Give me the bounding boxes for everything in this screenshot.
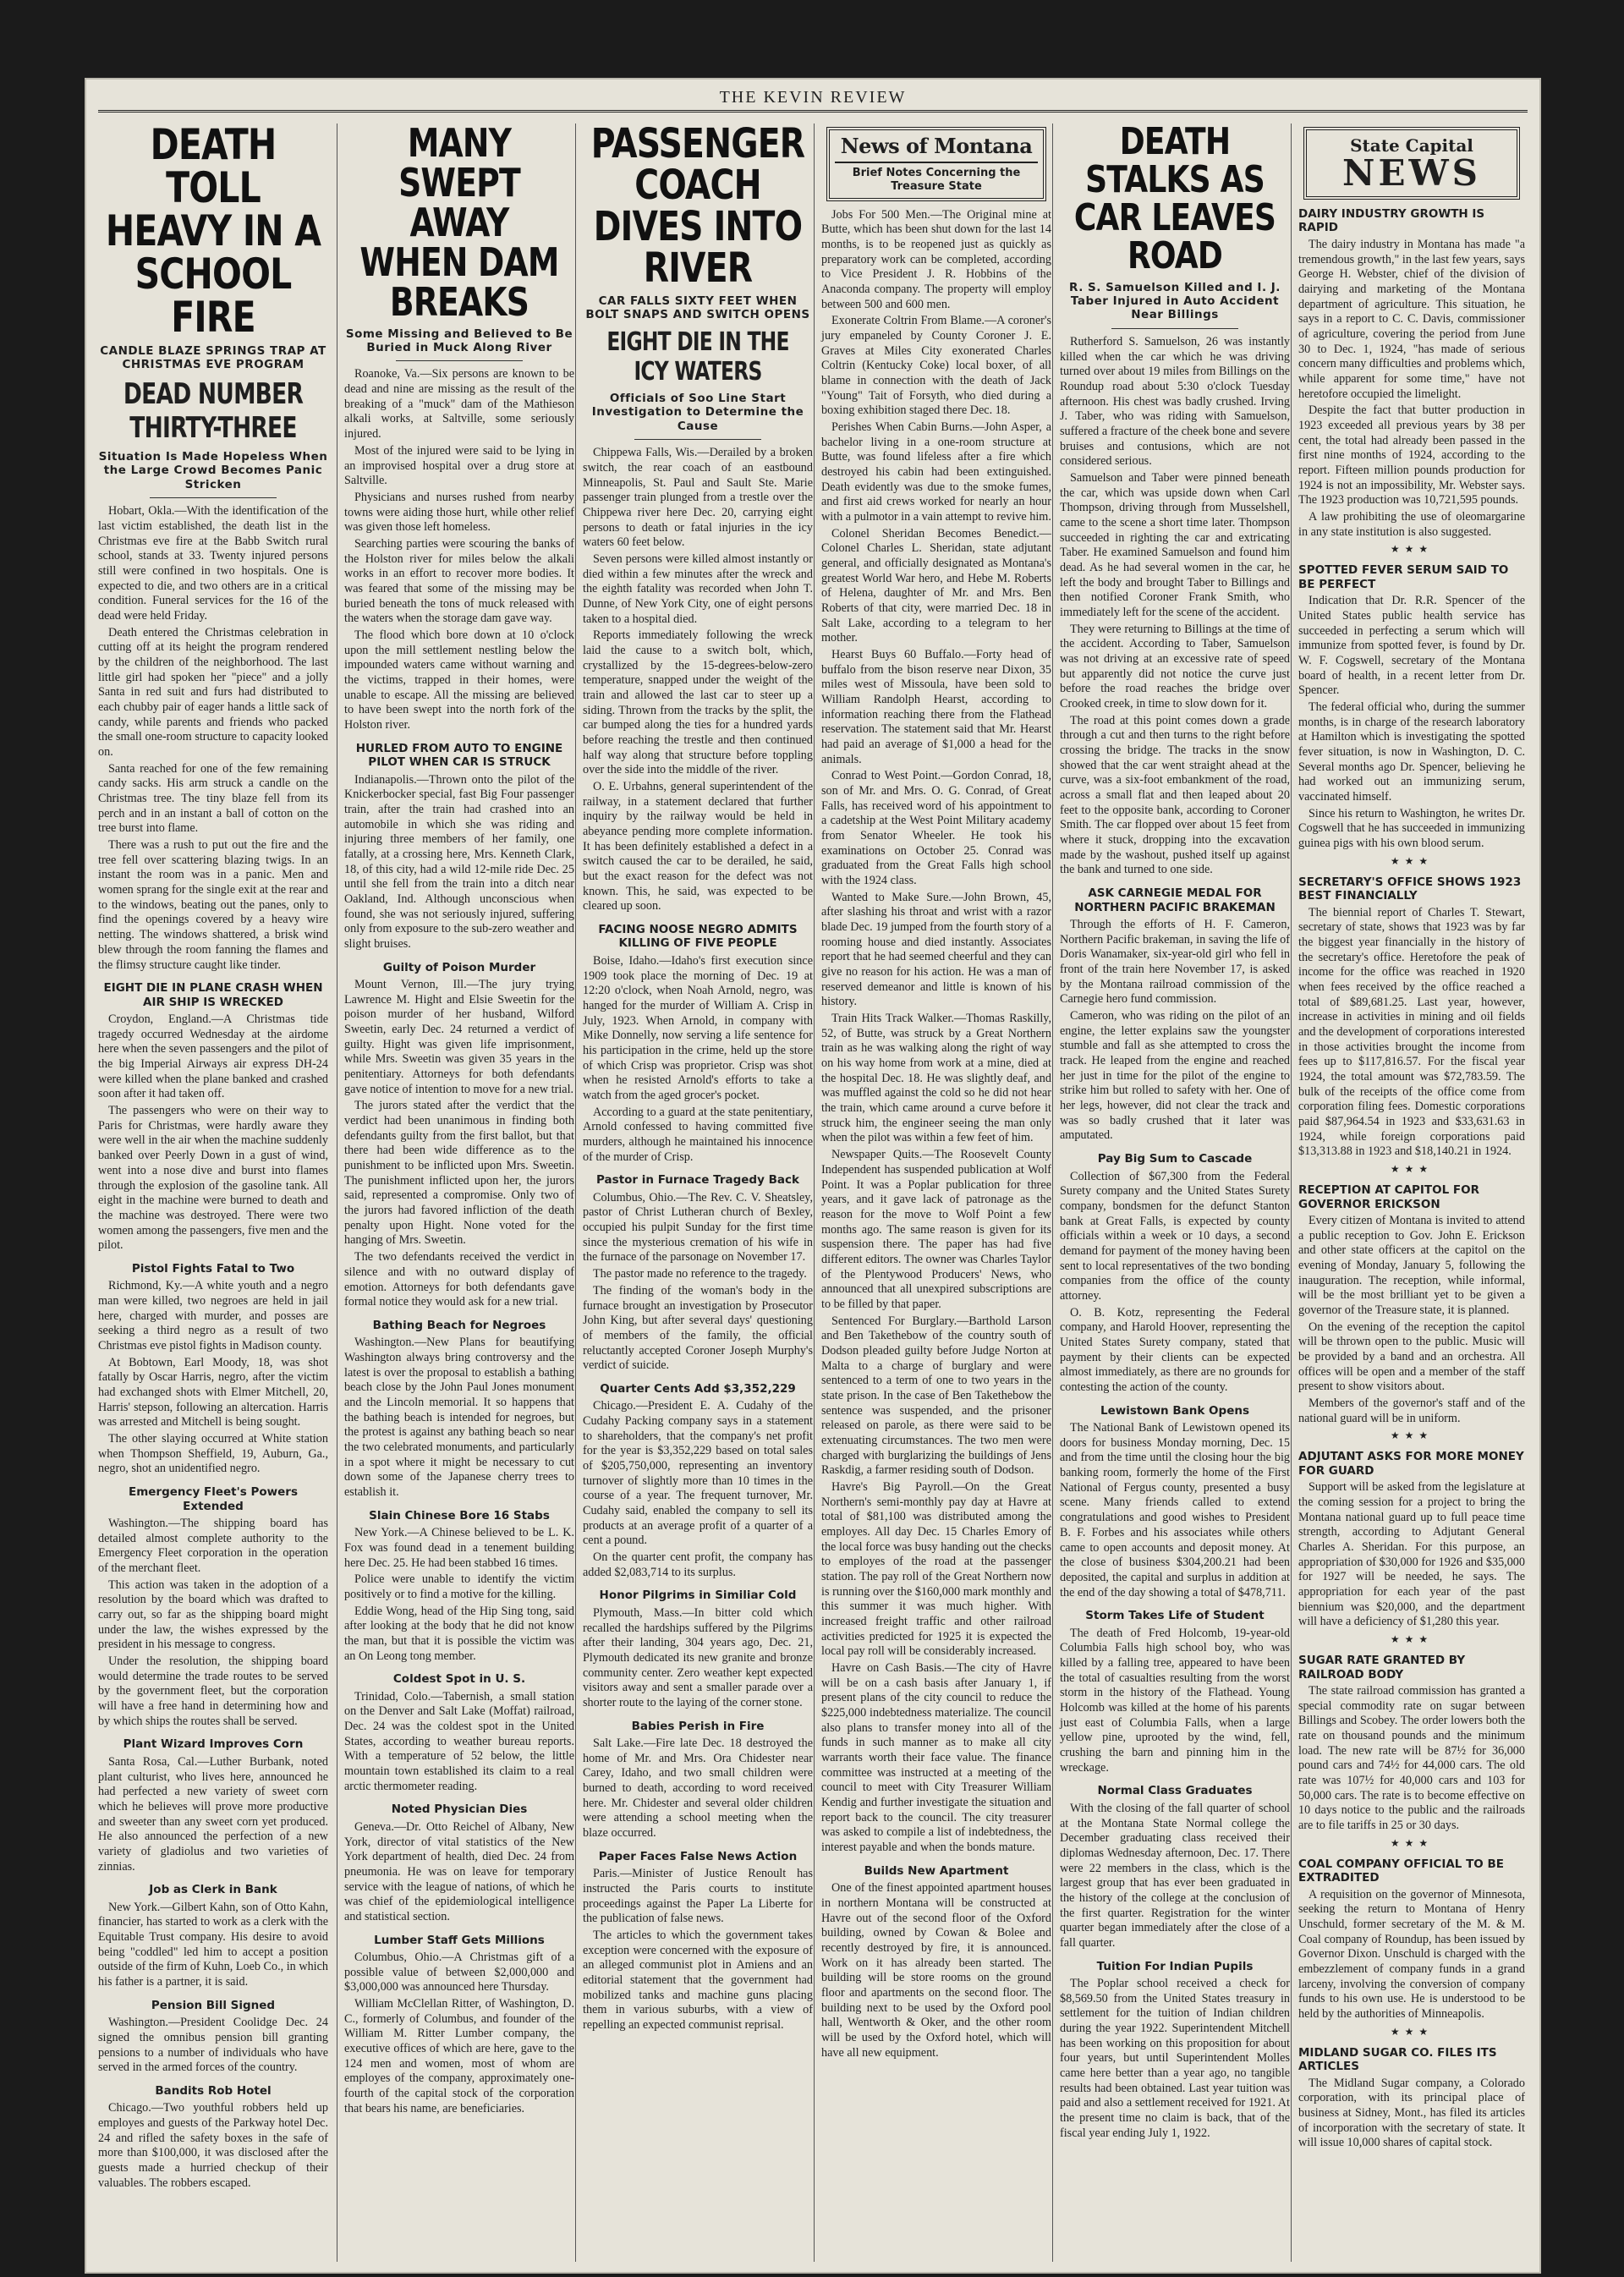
article-paragraph: New York.—A Chinese believed to be L. K. Fox was found dead in a tenement building here Dec. 25. He had been stabbed 16 times. <box>344 1526 574 1570</box>
article-paragraph: Salt Lake.—Fire late Dec. 18 destroyed the home of Mr. and Mrs. Ora Chidester near Carey, Idaho, and two small children were burned to death, according to word received here. Mr. Chidester and several older children were attending a school meeting when the blaze occurred. <box>583 1737 813 1841</box>
story-head: EIGHT DIE IN PLANE CRASH WHEN AIR SHIP IS WRECKED <box>103 981 323 1009</box>
deck-school-fire: CANDLE BLAZE SPRINGS TRAP AT CHRISTMAS EVE PROGRAM <box>100 344 326 372</box>
article-paragraph: Through the efforts of H. F. Cameron, Northern Pacific brakeman, in saving the life of Doris Wanamaker, six-year-old girl who fell in front of the train here November 17, is asked by the Montana railroad commission of the Carnegie hero fund commission. <box>1060 918 1290 1007</box>
deck2-school-fire: DEAD NUMBER THIRTY-THREE <box>123 376 304 445</box>
article-paragraph: Washington.—President Coolidge Dec. 24 signed the omnibus pension bill granting pensions to a number of individuals who have served in the armed forces of the country. <box>98 2016 328 2075</box>
article-paragraph: The two defendants received the verdict in silence and with no outward display of emotion. Attorneys for both defendants gave formal notice they would ask for a new trial. <box>344 1250 574 1309</box>
article-paragraph: At Bobtown, Earl Moody, 18, was shot fatally by Oscar Harris, negro, after the victim had exchanged shots with Elmer Mitchell, 20, Harris' stepson, following an altercation. Harris was arrested and Mitchell is being sought. <box>98 1355 328 1429</box>
article-paragraph: Richmond, Ky.—A white youth and a negro man were killed, two negroes are held in jail here, charged with murder, and posses are seeking a third negro as a result of two Christmas eve pistol fights in Madison county. <box>98 1279 328 1353</box>
article-paragraph: The National Bank of Lewistown opened its doors for business Monday morning, Dec. 15 and from the time until the closing hour the big banking room, formerly the home of the First National of Fergus county, presented a busy scene. Many friends called to extend congratulations and good wishes to President B. F. Forbes and his associates while others came to open accounts and deposit money. At the close of business $304,200.21 had been deposited, the capital and surplus in addition at the end of the day showing a total of $478,711. <box>1060 1421 1290 1599</box>
story-head: Lumber Staff Gets Millions <box>374 1933 545 1947</box>
story-head: Tuition For Indian Pupils <box>1096 1959 1254 1973</box>
newspaper-page <box>85 78 1541 2274</box>
deck2-passenger-coach: EIGHT DIE IN THE ICY WATERS <box>606 326 789 387</box>
story-head: SPOTTED FEVER SERUM SAID TO BE PERFECT <box>1298 563 1509 591</box>
star-separator: ★★★ <box>1390 543 1434 556</box>
article-paragraph: Santa reached for one of the few remaining candy sacks. His arm struck a candle on the Christmas tree. The tiny blaze fell from its perch and in an instant a ball of cotton on the tree burst into flame. <box>98 761 328 836</box>
column-4 <box>814 123 1055 2262</box>
divider <box>150 497 277 498</box>
story-head: Honor Pilgrims in Similiar Cold <box>599 1588 797 1603</box>
story-head: SECRETARY'S OFFICE SHOWS 1923 BEST FINANCIALLY <box>1298 875 1522 903</box>
masthead: THE KEVIN REVIEW <box>98 88 1528 112</box>
article-paragraph: Reports immediately following the wreck laid the cause to a switch bolt, which, crystallized by the 15-degrees-below-zero temperature, snapped under the weight of the train and allowed the last car to steer up a siding. Thrown from the tracks by the split, the car bumped along the ties for a hundred yards before reaching the trestle and then continued half way along that structure before toppling over the side into the middle of the river. <box>583 628 813 777</box>
article-paragraph: Death entered the Christmas celebration in cutting off at its height the program rendered by the children of the neighborhood. The last little girl had spoken her "piece" and a jolly Santa in red suit and furs had distributed to each chubby pair of eager hands a little sack of candy, while parents and friends who packed the small one-room structure to capacity looked on. <box>98 625 328 760</box>
story-head: SUGAR RATE GRANTED BY RAILROAD BODY <box>1298 1654 1466 1682</box>
article-paragraph: Searching parties were scouring the banks of the Holston river for miles below the alkali works in an effort to recover more bodies. It was feared that some of the missing may be buried beneath the tons of muck released with the waters when the storage dam gave way. <box>344 536 574 626</box>
deck3-school-fire: Situation Is Made Hopeless When the Large Crowd Becomes Panic Stricken <box>98 449 328 491</box>
article-paragraph: The other slaying occurred at White station when Thompson Sheffield, 19, Auburn, Ga., negro, shot an unidentified negro. <box>98 1432 328 1476</box>
article-paragraph: A law prohibiting the use of oleomargarine in any state institution is also suggested. <box>1298 510 1525 539</box>
story-head: Storm Takes Life of Student <box>1085 1609 1265 1623</box>
article-paragraph: The dairy industry in Montana has made "a tremendous growth," in the last few years, says George H. Webster, chief of the division of dairying and marketing of the Montana department of agriculture. This situation, he says in a report to C. C. Davis, commissioner of agriculture, covering the period from June 30 to Dec. 1, 1924, "has made of serious concern many difficulties and problems which, while apparent for some time," have not heretofore occupied the limelight. <box>1298 237 1525 401</box>
article-paragraph: Samuelson and Taber were pinned beneath the car, which was upside down when Carl Thompson, driving through from Musselshell, came to the scene a short time later. Thompson succeeded in righting the car and extricating Taber. He examined Samuelson and found him dead. As he had several women in the car, he left the body and brought Taber to Billings and then notified Coroner Frank Smith, who immediately left for the scene of the accident. <box>1060 470 1290 619</box>
story-head: Quarter Cents Add $3,352,229 <box>600 1381 796 1396</box>
story-head: Pension Bill Signed <box>151 1998 276 2012</box>
article-paragraph: The finding of the woman's body in the furnace brought an investigation by Prosecutor John King, but after several days' questioning of members of the family, the official reluctantly accepted Coroner Joseph Murphy's verdict of suicide. <box>583 1283 813 1373</box>
article-paragraph: The Poplar school received a check for $8,569.50 from the United States treasury in settlement for the tuition of Indian children during the year 1922. Superintendent Mitchell has been working on this proposition for about four years, but until Superintendent Molles came here better than a year ago, no tangible results had been obtained. Last year tuition was paid and also a settlement received for 1921. At the present time no claim is back, that of the fiscal year ending July 1, 1922. <box>1060 1977 1290 2140</box>
article-paragraph: Collection of $67,300 from the Federal Surety company and the United States Surety company, bondsmen for the defunct Stanton bank at Great Falls, is expected by county officials within a week or 10 days, a second demand for payment of the money having been sent to local representatives of the two bonding companies from the office of the county attorney. <box>1060 1169 1290 1303</box>
article-paragraph: Jobs For 500 Men.—The Original mine at Butte, which has been shut down for the last 14 months, is to be reopened just as quickly as preparatory work can be completed, according to Vice President J. R. Hobbins of the Anaconda company. The property will employ between 500 and 600 men. <box>821 207 1051 311</box>
deck-passenger-coach: CAR FALLS SIXTY FEET WHEN BOLT SNAPS AND SWITCH OPENS <box>585 294 810 322</box>
article-paragraph: Police were unable to identify the victim positively or to find a motive for the killing. <box>344 1572 574 1601</box>
article-paragraph: Perishes When Cabin Burns.—John Asper, a bachelor living in a one-room structure at Butte, was found lifeless after a fire which destroyed his cabin had been extinguished. Death evidently was due to the smoke fumes, and first aid crews worked for nearly an hour with a pulmotor in a vain attempt to revive him. <box>821 420 1051 524</box>
article-paragraph: The Midland Sugar company, a Colorado corporation, with its principal place of business at Sidney, Mont., has filed its articles of incorporation with the secretary of state. It will issue 10,000 shares of capital stock. <box>1298 2076 1525 2150</box>
article-paragraph: The road at this point comes down a grade through a cut and then turns to the right before crossing the bridge. The tracks in the snow showed that the car went straight ahead at the curve, was a six-foot embankment of the road, across a small flat and then leaped about 20 feet to the opposite bank, according to Coroner Smith. The car flopped over about 15 feet from where it stuck, dropping into the excavation made by the washout, pushed itself up against the bank and turned to one side. <box>1060 713 1290 877</box>
news-of-montana-subtitle: Brief Notes Concerning the Treasure State <box>852 167 1021 194</box>
article-paragraph: Conrad to West Point.—Gordon Conrad, 18, son of Mr. and Mrs. O. G. Conrad, of Great Falls, has received word of his appointment to a cadetship at the West Point Military academy from Senator Wheeler. He took his examinations on October 25. Conrad was graduated from the Great Falls high school with the 1924 class. <box>821 769 1051 888</box>
state-capital-news-label: NEWS <box>1342 152 1481 194</box>
story-head: Normal Class Graduates <box>1097 1784 1253 1798</box>
story-head: Plant Wizard Improves Corn <box>123 1737 304 1752</box>
article-paragraph: The state railroad commission has granted a special commodity rate on sugar between Billings and Scobey. The order lowers both the rate on thousand pounds and the minimum load. The new rate will be 87½ for 36,000 pound cars and 74½ for 44,000 cars. The old rate was 107½ for 40,000 cars and 103 for 50,000 cars. The rate is to become effective on 10 days notice to the public and the railroads are to file tariffs in 25 or 30 days. <box>1298 1684 1525 1833</box>
story-head: COAL COMPANY OFFICIAL TO BE EXTRADITED <box>1298 1857 1504 1885</box>
story-head: Pay Big Sum to Cascade <box>1097 1152 1253 1166</box>
article-paragraph: Croydon, England.—A Christmas tide tragedy occurred Wednesday at the airdome here when the seven passengers and the pilot of the big Imperial Airways air express DH-24 were killed when the plane banked and crashed soon after it had taken off. <box>98 1012 328 1101</box>
article-paragraph: Colonel Sheridan Becomes Benedict.—Colonel Charles L. Sheridan, state adjutant general, and officially designated as Montana's greatest World War hero, and Hebe M. Roberts of Helena, daughter of Mr. and Mrs. Ben Roberts of that city, were married Dec. 18 in Salt Lake, according to a telegram to her mother. <box>821 526 1051 645</box>
article-paragraph: Havre's Big Payroll.—On the Great Northern's semi-monthly pay day at Havre at total of $81,100 was distributed among the employes. All day Dec. 15 Charles Emory of the local force was busy handing out the checks to employes of the road at the passenger station. The pay roll of the Great Northern now is running over the $160,000 mark monthly and this summer it was much higher. With increased freight traffic and other railroad activities predicted for 1925 it is expected the local pay roll will be considerably increased. <box>821 1479 1051 1659</box>
article-paragraph: Santa Rosa, Cal.—Luther Burbank, noted plant culturist, who lives here, announced he had perfected a new variety of sweet corn which he believes will prove more productive and sweeter than any sweet corn yet produced. He also announced the perfection of a new variety of gladiolus and two varieties of zinnias. <box>98 1754 328 1874</box>
article-paragraph: They were returning to Billings at the time of the accident. According to Taber, Samuelson was not driving at an excessive rate of speed but apparently did not notice the curve just before the road reaches the bridge over Crooked creek, in time to slow down for it. <box>1060 622 1290 711</box>
article-paragraph: Roanoke, Va.—Six persons are known to be dead and nine are missing as the result of the breaking of a "muck" dam of the Mathieson alkali works, at Saltville, some seriously injured. <box>344 367 574 442</box>
divider <box>396 360 523 361</box>
story-head: RECEPTION AT CAPITOL FOR GOVERNOR ERICKSON <box>1298 1183 1480 1211</box>
story-head: Pistol Fights Fatal to Two <box>131 1261 295 1276</box>
star-separator: ★★★ <box>1390 854 1434 867</box>
news-of-montana-box <box>826 127 1046 201</box>
article-paragraph: Chicago.—Two youthful robbers held up employes and guests of the Parkway hotel Dec. 24 and rifled the safety boxes in the safe of more than $100,000, it was disclosed after the guests made a hurried checkup of their valuables. The robbers escaped. <box>98 2101 328 2190</box>
article-paragraph: Indication that Dr. R.R. Spencer of the United States public health service has succeeded in perfecting a serum which will immunize from spotted fever, is found by Dr. W. F. Cogswell, secretary of the Montana board of health, in a recent letter from Dr. Spencer. <box>1298 594 1525 698</box>
star-separator: ★★★ <box>1390 1163 1434 1176</box>
article-paragraph: One of the finest appointed apartment houses in northern Montana will be constructed at Havre out of the second floor of the Oxford building, owned by Cowan & Bolee and recently destroyed by fire, it is announced. Work on it has already been started. The building will be store rooms on the ground floor and apartments on the second floor. The building next to be used by the Oxford pool hall, Wentworth & Oker, and the other room will be used by the Oxford hotel, which will have all new equipment. <box>821 1881 1051 2060</box>
story-head: Builds New Apartment <box>864 1863 1009 1878</box>
column-5 <box>1052 123 1293 2262</box>
story-head: Noted Physician Dies <box>391 1802 528 1817</box>
column-3 <box>575 123 816 2262</box>
deck3-passenger-coach: Officials of Soo Line Start Investigation to Determine the Cause <box>591 391 804 433</box>
article-paragraph: A requisition on the governor of Minnesota, seeking the return to Montana of Henry Unschuld, former secretary of the M. & M. Coal company of Roundup, has been issued by Governor Dixon. Unschuld is charged with the embezzlement of company funds in a grand larceny, involving the conversion of company funds to his own use. He is understood to be held by the authorities of Minneapolis. <box>1298 1887 1525 2022</box>
article-paragraph: Sentenced For Burglary.—Barthold Larson and Ben Takethebow of the country south of Dodson pleaded guilty before Judge Norton at Malta to a charge of burglary and were sentenced to a term of one to two years in the state prison. In the case of Ben Takethebow the sentence was suspended, and the prisoner released on parole, as there were said to be extenuating circumstances. The two men were charged with burglarizing the buildings of Jens Raskdig, a farmer residing south of Dodson. <box>821 1314 1051 1478</box>
state-capital-news-box <box>1303 127 1520 200</box>
article-paragraph: According to a guard at the state penitentiary, Arnold confessed to having committed five murders, although he maintained his innocence of the murder of Crisp. <box>583 1105 813 1164</box>
article-paragraph: Train Hits Track Walker.—Thomas Raskilly, 52, of Butte, was struck by a Great Northern train as he was walking along the right of way on his way home from work at a mine, died at the hospital Dec. 18. He was slightly deaf, and was muffled against the cold so he did not hear the train, which came around a curve before it struck him, the engineer seeing the man only when the pilot was within a few feet of him. <box>821 1012 1051 1145</box>
deck-car-leaves-road: R. S. Samuelson Killed and I. J. Taber Injured in Auto Accident Near Billings <box>1069 280 1281 322</box>
article-paragraph: Wanted to Make Sure.—John Brown, 45, after slashing his throat and wrist with a razor blade Dec. 19 jumped from the fourth story of a rooming house and died instantly. Associates report that he had seemed cheerful and they can give no reason for his action. He was a man of reserved demeanor and little is known of his history. <box>821 890 1051 1009</box>
divider <box>634 439 761 440</box>
article-paragraph: This action was taken in the adoption of a resolution by the board which was drafted to carry out, so far as the shipping board might under the law, the wishes expressed by the president in his message to congress. <box>98 1577 328 1652</box>
article-paragraph: Physicians and nurses rushed from nearby towns were aiding those hurt, while other relief was given those left homeless. <box>344 490 574 535</box>
article-paragraph: Every citizen of Montana is invited to attend a public reception to Gov. John E. Erickson and other state officers at the capitol on the evening of Monday, January 5, following the inauguration. The reception, while informal, will be the most brilliant yet to be given a governor of the Treasure state, it is planned. <box>1298 1214 1525 1318</box>
article-paragraph: Despite the fact that butter production in 1923 exceeded all previous years by 38 per cent, the total had already been passed in the first nine months of 1924, according to the report. Fifteen million pounds production for 1924 is not an impossibility, Mr. Webster says. The 1923 production was 10,721,595 pounds. <box>1298 403 1525 508</box>
article-paragraph: Support will be asked from the legislature at the coming session for a project to bring the Montana national guard up to full peace time strength, according to Adjutant General Charles A. Sheridan. For this purpose, an appropriation of $30,000 for 1926 and $35,000 for 1927 will be needed, he says. The appropriation for each year of the past biennium was $20,000, and the department will have a deficiency of $1,280 this year. <box>1298 1480 1525 1629</box>
article-paragraph: Eddie Wong, head of the Hip Sing tong, said after looking at the body that he did not know the man, but that it is possible the victim was an On Leong tong member. <box>344 1604 574 1663</box>
article-paragraph: William McClellan Ritter, of Washington, D. C., formerly of Columbus, and founder of the William M. Ritter Lumber company, the executive offices of which are here, gave to the 124 men and women, most of whom are employes of the company, approximately one-fourth of the capital stock of the corporation that bears his name, are beneficiaries. <box>344 1997 574 2115</box>
article-paragraph: Boise, Idaho.—Idaho's first execution since 1909 took place the morning of Dec. 19 at 12:20 o'clock, when Noah Arnold, negro, was hanged for the murder of William A. Crisp in July, 1923. When Arnold, in company with Mike Donnelly, now serving a life sentence for his participation in the crime, held up the store of which Crisp was proprietor. Crisp was shot when he resisted Arnold's efforts to take a watch from the aged grocer's pocket. <box>583 953 813 1102</box>
article-paragraph: The passengers who were on their way to Paris for Christmas, were hardly aware they were well in the air when the machine suddenly banked over Peerly Down in a gust of wind, went into a nose dive and burst into flames through the explosion of the gasoline tank. All eight in the machine were burned to death and the machine was destroyed. There were two women among the passengers, five men and the pilot. <box>98 1104 328 1253</box>
column-6 <box>1291 123 1525 2262</box>
article-paragraph: On the quarter cent profit, the company has added $2,083,714 to its surplus. <box>583 1550 813 1579</box>
story-head: Emergency Fleet's Powers Extended <box>128 1485 298 1513</box>
article-paragraph: Columbus, Ohio.—The Rev. C. V. Sheatsley, pastor of Christ Lutheran church of Bexley, occupied his pulpit Sunday for the first time since the mysterious cremation of his wife in the furnace of the parsonage on November 17. <box>583 1190 813 1265</box>
story-head: FACING NOOSE NEGRO ADMITS KILLING OF FIVE PEOPLE <box>598 922 798 951</box>
story-head: Job as Clerk in Bank <box>149 1883 277 1897</box>
article-paragraph: The death of Fred Holcomb, 19-year-old Columbia Falls high school boy, who was killed by a falling tree, appeared to have been the total of casualties resulting from the worst storm in the history of the Flathead. Young Holcomb was killed at the home of his parents just east of Columbia Falls, when a large yellow pine, uprooted by the wind, fell, crushing the barn and pinning him in the wreckage. <box>1060 1626 1290 1775</box>
deck-dam-breaks: Some Missing and Believed to Be Buried in Muck Along River <box>345 326 573 354</box>
column-2 <box>337 123 578 2262</box>
story-head: Lewistown Bank Opens <box>1100 1403 1250 1418</box>
column-1 <box>98 123 335 2262</box>
story-head: MIDLAND SUGAR CO. FILES ITS ARTICLES <box>1298 2045 1497 2074</box>
article-paragraph: Newspaper Quits.—The Roosevelt County Independent has suspended publication at Wolf Point. It was a Poplar publication for three years, and it gave lack of patronage as the reason for the move to Wolf Point a few months ago. The same reason is given for its suspension there. The paper has had five different editors. The owner was Charles Taylor of the Plentywood Producers' News, who announced that all unexpired subscriptions are to be filled by that paper. <box>821 1148 1051 1311</box>
article-paragraph: Indianapolis.—Thrown onto the pilot of the Knickerbocker special, fast Big Four passenger train, after the train had crashed into an automobile in which she was riding and injuring three members of her family, one fatally, at a crossing here, Mrs. Kenneth Clark, 18, of this city, had a wild 12-mile ride Dec. 25 until she fell from the train into a ditch near Oakland, Ind. Although unconscious when found, she was not seriously injured, suffering only from exposure to the sub-zero weather and slight bruises. <box>344 772 574 951</box>
article-paragraph: Plymouth, Mass.—In bitter cold which recalled the hardships suffered by the Pilgrims after their landing, 304 years ago, Dec. 21, Plymouth dedicated its new granite and bronze community center. Zero weather kept expected visitors away and sent a smaller parade over a shorter route to the laying of the corner stone. <box>583 1605 813 1709</box>
article-paragraph: Columbus, Ohio.—A Christmas gift of a possible value of between $2,000,000 and $3,000,000 was announced here Thursday. <box>344 1951 574 1994</box>
star-separator: ★★★ <box>1390 1429 1434 1442</box>
article-paragraph: The federal official who, during the summer months, is in charge of the research laboratory at Hamilton which is investigating the spotted fever situation, is now in Washington, D. C. Several months ago Dr. Spencer, believing he had worked out an immunizing serum, vaccinated himself. <box>1298 700 1525 804</box>
article-paragraph: The flood which bore down at 10 o'clock upon the mill settlement nestling below the impounded waters came without warning and the victims, trapped in their homes, were unable to escape. All the missing are believed to have been swept into the north fork of the Holston river. <box>344 628 574 732</box>
article-paragraph: Exonerate Coltrin From Blame.—A coroner's jury empaneled by County Coroner J. E. Graves at Miles City exonerated Charles Coltrin (Kentucky Coke) local boxer, of all blame in connection with the death of Jack "Young" Tait of Forsyth, who died during a boxing exhibition staged there Dec. 18. <box>821 314 1051 418</box>
article-paragraph: Under the resolution, the shipping board would determine the trade routes to be served by the government fleet, but the corporation will have a free hand in determining how and by which ships the routes shall be served. <box>98 1654 328 1728</box>
article-paragraph: O. E. Urbahns, general superintendent of the railway, in a statement declared that further inquiry by the railway would be held in abeyance pending more complete information. It has been definitely established a defect in a switch caused the car to be derailed, he said, but the exact reason for the defect was not known. This, he said, was expected to be cleared up soon. <box>583 779 813 914</box>
article-paragraph: With the closing of the fall quarter of school at the Montana State Normal college the December graduating class received their diplomas Wednesday afternoon, Dec. 17. There were 22 members in the class, which is the largest group that has ever been graduated in the history of the college at the conclusion of the first quarter. Registration for the winter quarter began immediately after the close of a fall quarter. <box>1060 1801 1290 1950</box>
article-paragraph: O. B. Kotz, representing the Federal company, and Harold Hoover, representing the United States Surety company, stated that payment by their clients can be expected almost immediately, as there are no grounds for contesting the action of the county. <box>1060 1305 1290 1394</box>
story-head: Guilty of Poison Murder <box>382 960 536 974</box>
article-paragraph: The pastor made no reference to the tragedy. <box>593 1267 807 1281</box>
article-paragraph: Chippewa Falls, Wis.—Derailed by a broken switch, the rear coach of an eastbound Minneapolis, St. Paul and Sault Ste. Marie passenger train plunged from a trestle over the Chippewa river here Dec. 20, carrying eight persons to death or fatal injuries in the icy waters 60 feet below. <box>583 446 813 550</box>
star-separator: ★★★ <box>1390 1836 1434 1849</box>
article-paragraph: Trinidad, Colo.—Tabernish, a small station on the Denver and Salt Lake (Moffat) railroad, Dec. 24 was the coldest spot in the United States, according to weather bureau reports. With a temperature of 52 below, the little mountain town established its claim to a real arctic thermometer reading. <box>344 1689 574 1793</box>
article-paragraph: Geneva.—Dr. Otto Reichel of Albany, New York, director of vital statistics of the New York department of health, died Dec. 24 from pneumonia. He was on leave for temporary service with the league of nations, of which he was chief of the epidemiological intelligence and statistical section. <box>344 1819 574 1923</box>
article-paragraph: The biennial report of Charles T. Stewart, secretary of state, shows that 1923 was by far the biggest year financially in the history of the secretary's office. Heretofore the peak of income for the office was reached in 1920 when fees received by the office reached a total of $89,681.25. Last year, however, increase in activities in mining and oil fields and the development of corporations interested in those activities brought the income from fees up to $117,816.57. For the fiscal year 1924, the total amount was $72,783.59. The bulk of the receipts of the office come from corporation filing fees. Domestic corporations paid $87,964.54 in 1923 and $33,631.63 in 1924, while foreign corporations paid $13,313.88 in 1923 and $18,140.21 in 1924. <box>1298 905 1525 1159</box>
article-paragraph: Most of the injured were said to be lying in an improvised hospital over a drug store at Saltville. <box>344 443 574 488</box>
article-paragraph: New York.—Gilbert Kahn, son of Otto Kahn, financier, has started to work as a clerk with the Equitable Trust company. His desire to avoid being "coddled" led him to accept a position outside of the firm of Kuhn, Loeb Co., in which his father is a partner, it is said. <box>98 1900 328 1989</box>
article-paragraph: The articles to which the government takes exception were concerned with the exposure of an alleged communist plot in Amiens and an editorial statement that the government had mobilized tanks and machine guns placing them in various suburbs, with a view of repelling an expected communist reprisal. <box>583 1928 813 2032</box>
article-paragraph: Chicago.—President E. A. Cudahy of the Cudahy Packing company says in a statement to shareholders, that the company's net profit for the year is $3,352,229 based on total sales of $205,750,000, representing an inventory turnover of slightly more than 10 times in the course of a year. The frequent turnover, Mr. Cudahy said, enabled the company to sell its products at an average profit of a quarter of a cent a pound. <box>583 1399 813 1548</box>
article-paragraph: Rutherford S. Samuelson, 26 was instantly killed when the car which he was driving turned over about 19 miles from Billings on the Roundup road about 5:30 o'clock Tuesday afternoon. His chest was badly crushed. Irving J. Taber, who was riding with Samuelson, suffered a fracture of the cheek bone and severe bruises and contusions, which are not considered serious. <box>1060 334 1290 469</box>
headline-dam-breaks: MANY SWEPT AWAY WHEN DAM BREAKS <box>359 123 559 325</box>
story-head: Paper Faces False News Action <box>598 1849 798 1863</box>
article-paragraph: There was a rush to put out the fire and the tree fell over scattering blazing twigs. In an instant the room was in a panic. Men and women sprang for the single exit at the rear and to the windows, beating out the panes, only to find the openings covered by a heavy wire netting. The windows shattered, a brisk wind blew through the room fanning the flames and the flimsy structure caught like tinder. <box>98 838 328 972</box>
article-paragraph: Hearst Buys 60 Buffalo.—Forty head of buffalo from the bison reserve near Dixon, 35 miles west of Missoula, have been sold to William Randolph Hearst, according to information reaching there from the Flathead reservation. The statement said that Mr. Hearst had paid an average of $1,000 a head for the animals. <box>821 647 1051 766</box>
star-separator: ★★★ <box>1390 1633 1434 1646</box>
article-paragraph: Hobart, Okla.—With the identification of the last victim established, the death list in the Christmas eve fire at the Babb Switch rural school, stands at 33. Twenty injured persons still were confined in two hospitals. One is expected to die, and two others are in a critical condition. Funeral services for the 16 of the dead were held Friday. <box>98 504 328 623</box>
article-paragraph: Cameron, who was riding on the pilot of an engine, the letter explains saw the youngster stumble and fall as she attempted to cross the track. He leaped from the engine and reached her just in time for the pilot of the engine to strike him but rolled to safety with her. One of her legs, however, did not clear the track and was so badly crushed that it later was amputated. <box>1060 1009 1290 1143</box>
article-paragraph: Washington.—New Plans for beautifying Washington always bring controversy and the latest is over the proposal to establish a bathing beach close by the John Paul Jones monument and the Lincoln memorial. It so happens that the bathing beach is intended for negroes, but the protest is against any bathing beach so near the two celebrated monuments, and particularly in a spot where it might be necessary to cut down some of the Japanese cherry trees to establish it. <box>344 1336 574 1500</box>
story-head: Bathing Beach for Negroes <box>372 1318 546 1332</box>
story-head: DAIRY INDUSTRY GROWTH IS RAPID <box>1298 207 1485 235</box>
article-paragraph: Mount Vernon, Ill.—The jury trying Lawrence M. Hight and Elsie Sweetin for the poison murder of her husband, Wilford Sweetin, early Dec. 24 returned a verdict of guilty. Hight was given life imprisonment, while Mrs. Sweetin was given 35 years in the penitentiary. Attorneys for both defendants gave notice of intention to move for a new trial. <box>344 978 574 1096</box>
news-of-montana-title: News of Montana <box>835 134 1038 163</box>
star-separator: ★★★ <box>1390 2025 1434 2038</box>
article-paragraph: Havre on Cash Basis.—The city of Havre will be on a cash basis after January 1, if present plans of the city council to reduce the $225,000 indebtedness materialize. The council also plans to transfer money into all of the funds in such manner as to make all city warrants worth their face value. The finance committee was instructed at a meeting of the council to meet with City Treasurer William Kendig and further investigate the situation and report back to the council. The city treasurer was asked to compile a list of indebtedness, the interest payable and when the bonds mature. <box>821 1661 1051 1855</box>
state-capital-label: State Capital <box>1350 135 1473 156</box>
article-paragraph: Since his return to Washington, he writes Dr. Cogswell that he has succeeded in immunizing guinea pigs with his own blood serum. <box>1298 806 1525 851</box>
headline-passenger-coach: PASSENGER COACH DIVES INTO RIVER <box>590 123 805 292</box>
article-paragraph: Paris.—Minister of Justice Renoult has instructed the Paris courts to institute proceedings against the Paper La Liberte for the publication of false news. <box>583 1867 813 1926</box>
story-head: Pastor in Furnace Tragedy Back <box>596 1173 799 1188</box>
article-paragraph: The jurors stated after the verdict that the verdict had been unanimous in finding both defendants guilty from the first ballot, but that there had been wide difference as to the punishment to be inflicted upon Mrs. Sweetin. The punishment inflicted upon her, the jurors said, represented a compromise. Only two of the jurors had favored infliction of the death penalty upon Hight. None voted for the hanging of Mrs. Sweetin. <box>344 1099 574 1248</box>
headline-car-leaves-road: DEATH STALKS AS CAR LEAVES ROAD <box>1073 123 1276 277</box>
article-paragraph: Washington.—The shipping board has detailed almost complete authority to the Emergency Fleet corporation in the operation of the merchant fleet. <box>98 1517 328 1576</box>
story-head: Bandits Rob Hotel <box>155 2083 272 2098</box>
article-paragraph: On the evening of the reception the capitol will be thrown open to the public. Music will be provided by a band and an orchestra. All offices will be open and a member of the staff present to show visitors about. <box>1298 1320 1525 1394</box>
story-head: Slain Chinese Bore 16 Stabs <box>369 1508 550 1523</box>
article-paragraph: Members of the governor's staff and of the national guard will be in uniform. <box>1298 1396 1525 1425</box>
divider <box>1111 328 1238 329</box>
story-head: Coldest Spot in U. S. <box>392 1672 526 1687</box>
story-head: Babies Perish in Fire <box>631 1719 765 1733</box>
story-head: ASK CARNEGIE MEDAL FOR NORTHERN PACIFIC BRAKEMAN <box>1074 886 1276 914</box>
article-paragraph: Seven persons were killed almost instantly or died within a few minutes after the wreck and the eighth fatality was recorded when John T. Dunne, of New York City, one of eight persons taken to a hospital died. <box>583 551 813 626</box>
story-head: HURLED FROM AUTO TO ENGINE PILOT WHEN CAR IS STRUCK <box>355 741 563 770</box>
story-head: ADJUTANT ASKS FOR MORE MONEY FOR GUARD <box>1298 1450 1524 1478</box>
headline-school-fire: DEATH TOLL HEAVY IN A SCHOOL FIRE <box>105 123 321 342</box>
